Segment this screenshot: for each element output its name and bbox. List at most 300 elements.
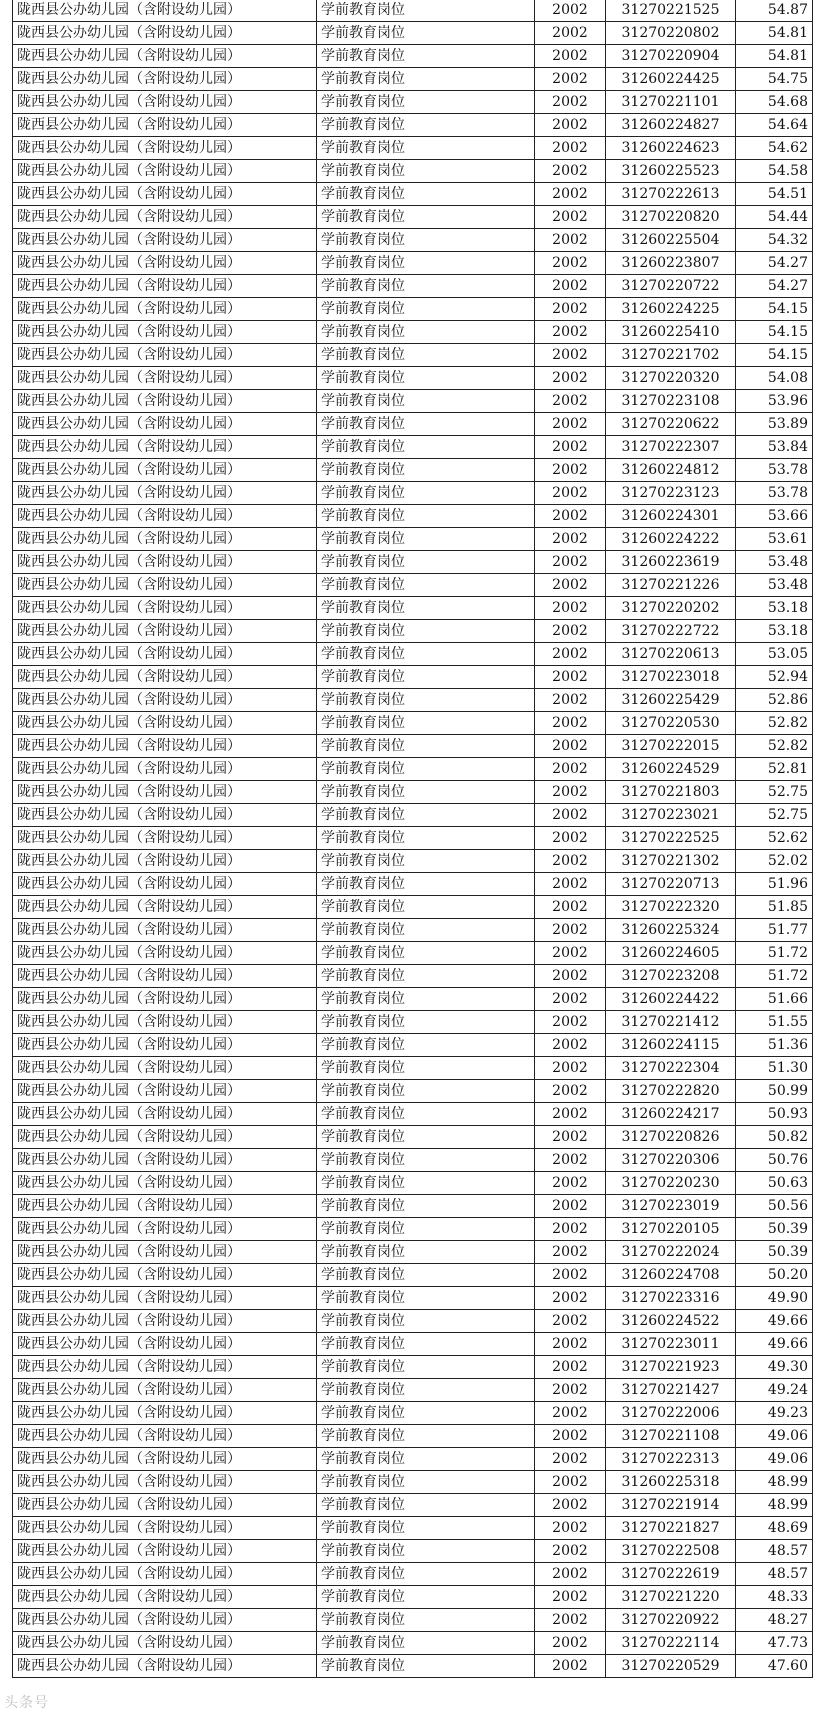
score-table [12, 0, 813, 1678]
exam-number-cell: 31260225504 [606, 229, 736, 252]
score-cell: 54.15 [736, 321, 813, 344]
post-cell: 学前教育岗位 [317, 344, 535, 367]
table-row [13, 1172, 813, 1195]
post-cell: 学前教育岗位 [317, 413, 535, 436]
unit-cell: 陇西县公办幼儿园（含附设幼儿园） [13, 597, 317, 620]
post-cell: 学前教育岗位 [317, 1034, 535, 1057]
score-cell: 53.84 [736, 436, 813, 459]
post-code-cell: 2002 [535, 528, 606, 551]
table-row [13, 1149, 813, 1172]
unit-cell: 陇西县公办幼儿园（含附设幼儿园） [13, 298, 317, 321]
score-cell: 53.05 [736, 643, 813, 666]
score-cell: 54.15 [736, 344, 813, 367]
table-row [13, 68, 813, 91]
post-code-cell: 2002 [535, 275, 606, 298]
post-code-cell: 2002 [535, 321, 606, 344]
post-code-cell: 2002 [535, 965, 606, 988]
unit-cell: 陇西县公办幼儿园（含附设幼儿园） [13, 1149, 317, 1172]
post-code-cell: 2002 [535, 1425, 606, 1448]
table-row [13, 114, 813, 137]
post-code-cell: 2002 [535, 643, 606, 666]
exam-number-cell: 31270221827 [606, 1517, 736, 1540]
post-code-cell: 2002 [535, 229, 606, 252]
table-row [13, 1494, 813, 1517]
table-row [13, 1034, 813, 1057]
exam-number-cell: 31270220922 [606, 1609, 736, 1632]
post-code-cell: 2002 [535, 942, 606, 965]
post-cell: 学前教育岗位 [317, 735, 535, 758]
post-cell: 学前教育岗位 [317, 1425, 535, 1448]
unit-cell: 陇西县公办幼儿园（含附设幼儿园） [13, 1333, 317, 1356]
post-cell: 学前教育岗位 [317, 114, 535, 137]
exam-number-cell: 31270222024 [606, 1241, 736, 1264]
exam-number-cell: 31270220306 [606, 1149, 736, 1172]
score-cell: 52.82 [736, 712, 813, 735]
table-row [13, 804, 813, 827]
post-cell: 学前教育岗位 [317, 1402, 535, 1425]
post-cell: 学前教育岗位 [317, 1517, 535, 1540]
exam-number-cell: 31270220230 [606, 1172, 736, 1195]
post-code-cell: 2002 [535, 666, 606, 689]
score-cell: 54.27 [736, 252, 813, 275]
post-code-cell: 2002 [535, 781, 606, 804]
post-cell: 学前教育岗位 [317, 1149, 535, 1172]
score-table-body [13, 0, 813, 1678]
post-code-cell: 2002 [535, 1310, 606, 1333]
exam-number-cell: 31260223807 [606, 252, 736, 275]
score-cell: 51.72 [736, 942, 813, 965]
unit-cell: 陇西县公办幼儿园（含附设幼儿园） [13, 91, 317, 114]
score-cell: 53.18 [736, 597, 813, 620]
unit-cell: 陇西县公办幼儿园（含附设幼儿园） [13, 1103, 317, 1126]
exam-number-cell: 31270220529 [606, 1655, 736, 1678]
exam-number-cell: 31260224605 [606, 942, 736, 965]
post-cell: 学前教育岗位 [317, 1632, 535, 1655]
score-cell: 52.81 [736, 758, 813, 781]
post-cell: 学前教育岗位 [317, 229, 535, 252]
exam-number-cell: 31270222320 [606, 896, 736, 919]
post-code-cell: 2002 [535, 758, 606, 781]
post-code-cell: 2002 [535, 827, 606, 850]
post-code-cell: 2002 [535, 505, 606, 528]
exam-number-cell: 31270221226 [606, 574, 736, 597]
score-cell: 51.77 [736, 919, 813, 942]
post-cell: 学前教育岗位 [317, 367, 535, 390]
post-code-cell: 2002 [535, 735, 606, 758]
post-cell: 学前教育岗位 [317, 275, 535, 298]
table-row [13, 1241, 813, 1264]
score-cell: 54.58 [736, 160, 813, 183]
score-cell: 48.69 [736, 1517, 813, 1540]
post-code-cell: 2002 [535, 252, 606, 275]
exam-number-cell: 31270222820 [606, 1080, 736, 1103]
post-code-cell: 2002 [535, 1632, 606, 1655]
table-row [13, 666, 813, 689]
unit-cell: 陇西县公办幼儿园（含附设幼儿园） [13, 505, 317, 528]
post-code-cell: 2002 [535, 367, 606, 390]
post-code-cell: 2002 [535, 206, 606, 229]
post-cell: 学前教育岗位 [317, 758, 535, 781]
post-code-cell: 2002 [535, 896, 606, 919]
post-code-cell: 2002 [535, 22, 606, 45]
post-code-cell: 2002 [535, 804, 606, 827]
score-cell: 52.82 [736, 735, 813, 758]
exam-number-cell: 31260224217 [606, 1103, 736, 1126]
post-code-cell: 2002 [535, 574, 606, 597]
unit-cell: 陇西县公办幼儿园（含附设幼儿园） [13, 735, 317, 758]
unit-cell: 陇西县公办幼儿园（含附设幼儿园） [13, 781, 317, 804]
table-row [13, 827, 813, 850]
table-row [13, 0, 813, 22]
score-cell: 51.55 [736, 1011, 813, 1034]
post-cell: 学前教育岗位 [317, 1218, 535, 1241]
unit-cell: 陇西县公办幼儿园（含附设幼儿园） [13, 1172, 317, 1195]
post-code-cell: 2002 [535, 597, 606, 620]
table-row [13, 1264, 813, 1287]
exam-number-cell: 31270221803 [606, 781, 736, 804]
post-cell: 学前教育岗位 [317, 1609, 535, 1632]
score-cell: 51.85 [736, 896, 813, 919]
table-row [13, 643, 813, 666]
score-cell: 49.24 [736, 1379, 813, 1402]
post-code-cell: 2002 [535, 919, 606, 942]
score-cell: 53.61 [736, 528, 813, 551]
score-cell: 49.30 [736, 1356, 813, 1379]
score-cell: 54.87 [736, 0, 813, 22]
unit-cell: 陇西县公办幼儿园（含附设幼儿园） [13, 574, 317, 597]
post-cell: 学前教育岗位 [317, 965, 535, 988]
unit-cell: 陇西县公办幼儿园（含附设幼儿园） [13, 229, 317, 252]
post-code-cell: 2002 [535, 1241, 606, 1264]
post-cell: 学前教育岗位 [317, 1540, 535, 1563]
post-cell: 学前教育岗位 [317, 206, 535, 229]
unit-cell: 陇西县公办幼儿园（含附设幼儿园） [13, 666, 317, 689]
table-row [13, 1310, 813, 1333]
table-row [13, 942, 813, 965]
unit-cell: 陇西县公办幼儿园（含附设幼儿园） [13, 804, 317, 827]
exam-number-cell: 31270223316 [606, 1287, 736, 1310]
unit-cell: 陇西县公办幼儿园（含附设幼儿园） [13, 0, 317, 22]
exam-number-cell: 31270223021 [606, 804, 736, 827]
post-cell: 学前教育岗位 [317, 1264, 535, 1287]
exam-number-cell: 31260224422 [606, 988, 736, 1011]
exam-number-cell: 31270223011 [606, 1333, 736, 1356]
unit-cell: 陇西县公办幼儿园（含附设幼儿园） [13, 160, 317, 183]
exam-number-cell: 31270222307 [606, 436, 736, 459]
table-row [13, 1011, 813, 1034]
exam-number-cell: 31270222508 [606, 1540, 736, 1563]
table-row [13, 482, 813, 505]
table-row [13, 22, 813, 45]
post-cell: 学前教育岗位 [317, 1126, 535, 1149]
score-cell: 50.39 [736, 1218, 813, 1241]
table-row [13, 1356, 813, 1379]
score-cell: 53.78 [736, 459, 813, 482]
exam-number-cell: 31260225429 [606, 689, 736, 712]
post-code-cell: 2002 [535, 1356, 606, 1379]
score-cell: 51.96 [736, 873, 813, 896]
exam-number-cell: 31270222304 [606, 1057, 736, 1080]
post-cell: 学前教育岗位 [317, 45, 535, 68]
table-row [13, 1379, 813, 1402]
watermark: 头条号 [4, 1695, 49, 1711]
score-cell: 54.08 [736, 367, 813, 390]
post-cell: 学前教育岗位 [317, 1448, 535, 1471]
exam-number-cell: 31260225523 [606, 160, 736, 183]
post-cell: 学前教育岗位 [317, 643, 535, 666]
post-code-cell: 2002 [535, 1264, 606, 1287]
post-code-cell: 2002 [535, 850, 606, 873]
post-cell: 学前教育岗位 [317, 298, 535, 321]
table-row [13, 1448, 813, 1471]
post-cell: 学前教育岗位 [317, 0, 535, 22]
table-row [13, 919, 813, 942]
table-row [13, 1563, 813, 1586]
unit-cell: 陇西县公办幼儿园（含附设幼儿园） [13, 896, 317, 919]
post-code-cell: 2002 [535, 1540, 606, 1563]
post-cell: 学前教育岗位 [317, 459, 535, 482]
post-code-cell: 2002 [535, 1471, 606, 1494]
table-row [13, 1471, 813, 1494]
post-cell: 学前教育岗位 [317, 827, 535, 850]
table-row [13, 367, 813, 390]
post-code-cell: 2002 [535, 1287, 606, 1310]
unit-cell: 陇西县公办幼儿园（含附设幼儿园） [13, 1609, 317, 1632]
post-code-cell: 2002 [535, 298, 606, 321]
unit-cell: 陇西县公办幼儿园（含附设幼儿园） [13, 942, 317, 965]
post-cell: 学前教育岗位 [317, 988, 535, 1011]
table-row [13, 1425, 813, 1448]
unit-cell: 陇西县公办幼儿园（含附设幼儿园） [13, 643, 317, 666]
post-code-cell: 2002 [535, 1517, 606, 1540]
unit-cell: 陇西县公办幼儿园（含附设幼儿园） [13, 1655, 317, 1678]
exam-number-cell: 31270220826 [606, 1126, 736, 1149]
exam-number-cell: 31260224425 [606, 68, 736, 91]
unit-cell: 陇西县公办幼儿园（含附设幼儿园） [13, 712, 317, 735]
post-cell: 学前教育岗位 [317, 390, 535, 413]
unit-cell: 陇西县公办幼儿园（含附设幼儿园） [13, 551, 317, 574]
post-cell: 学前教育岗位 [317, 22, 535, 45]
post-cell: 学前教育岗位 [317, 160, 535, 183]
unit-cell: 陇西县公办幼儿园（含附设幼儿园） [13, 1080, 317, 1103]
exam-number-cell: 31270220904 [606, 45, 736, 68]
unit-cell: 陇西县公办幼儿园（含附设幼儿园） [13, 252, 317, 275]
unit-cell: 陇西县公办幼儿园（含附设幼儿园） [13, 1586, 317, 1609]
exam-number-cell: 31270221427 [606, 1379, 736, 1402]
post-code-cell: 2002 [535, 1609, 606, 1632]
unit-cell: 陇西县公办幼儿园（含附设幼儿园） [13, 459, 317, 482]
exam-number-cell: 31270220622 [606, 413, 736, 436]
score-cell: 50.99 [736, 1080, 813, 1103]
table-row [13, 758, 813, 781]
post-code-cell: 2002 [535, 1563, 606, 1586]
unit-cell: 陇西县公办幼儿园（含附设幼儿园） [13, 183, 317, 206]
unit-cell: 陇西县公办幼儿园（含附设幼儿园） [13, 1632, 317, 1655]
exam-number-cell: 31270221702 [606, 344, 736, 367]
table-row [13, 896, 813, 919]
post-cell: 学前教育岗位 [317, 873, 535, 896]
score-cell: 54.62 [736, 137, 813, 160]
exam-number-cell: 31270220105 [606, 1218, 736, 1241]
unit-cell: 陇西县公办幼儿园（含附设幼儿园） [13, 1011, 317, 1034]
unit-cell: 陇西县公办幼儿园（含附设幼儿园） [13, 1471, 317, 1494]
unit-cell: 陇西县公办幼儿园（含附设幼儿园） [13, 919, 317, 942]
post-cell: 学前教育岗位 [317, 689, 535, 712]
exam-number-cell: 31260224529 [606, 758, 736, 781]
unit-cell: 陇西县公办幼儿园（含附设幼儿园） [13, 1264, 317, 1287]
score-cell: 52.75 [736, 781, 813, 804]
post-cell: 学前教育岗位 [317, 1586, 535, 1609]
post-cell: 学前教育岗位 [317, 137, 535, 160]
post-code-cell: 2002 [535, 1333, 606, 1356]
table-row [13, 298, 813, 321]
score-cell: 54.51 [736, 183, 813, 206]
post-cell: 学前教育岗位 [317, 620, 535, 643]
unit-cell: 陇西县公办幼儿园（含附设幼儿园） [13, 1563, 317, 1586]
score-cell: 47.60 [736, 1655, 813, 1678]
post-code-cell: 2002 [535, 1149, 606, 1172]
table-row [13, 620, 813, 643]
post-cell: 学前教育岗位 [317, 1057, 535, 1080]
exam-number-cell: 31270220820 [606, 206, 736, 229]
post-code-cell: 2002 [535, 45, 606, 68]
score-cell: 49.23 [736, 1402, 813, 1425]
unit-cell: 陇西县公办幼儿园（含附设幼儿园） [13, 1057, 317, 1080]
post-cell: 学前教育岗位 [317, 1287, 535, 1310]
score-cell: 51.36 [736, 1034, 813, 1057]
score-cell: 49.66 [736, 1310, 813, 1333]
post-code-cell: 2002 [535, 482, 606, 505]
score-cell: 50.56 [736, 1195, 813, 1218]
post-cell: 学前教育岗位 [317, 1655, 535, 1678]
post-code-cell: 2002 [535, 390, 606, 413]
exam-number-cell: 31270222613 [606, 183, 736, 206]
post-code-cell: 2002 [535, 1011, 606, 1034]
score-cell: 51.66 [736, 988, 813, 1011]
exam-number-cell: 31270221914 [606, 1494, 736, 1517]
post-cell: 学前教育岗位 [317, 781, 535, 804]
score-cell: 48.57 [736, 1540, 813, 1563]
score-cell: 50.20 [736, 1264, 813, 1287]
unit-cell: 陇西县公办幼儿园（含附设幼儿园） [13, 1356, 317, 1379]
score-cell: 53.48 [736, 551, 813, 574]
exam-number-cell: 31270223019 [606, 1195, 736, 1218]
score-cell: 54.44 [736, 206, 813, 229]
table-row [13, 1126, 813, 1149]
table-row [13, 551, 813, 574]
post-code-cell: 2002 [535, 91, 606, 114]
table-row [13, 45, 813, 68]
unit-cell: 陇西县公办幼儿园（含附设幼儿园） [13, 620, 317, 643]
table-row [13, 160, 813, 183]
exam-number-cell: 31270223123 [606, 482, 736, 505]
unit-cell: 陇西县公办幼儿园（含附设幼儿园） [13, 1540, 317, 1563]
post-code-cell: 2002 [535, 183, 606, 206]
unit-cell: 陇西县公办幼儿园（含附设幼儿园） [13, 850, 317, 873]
post-cell: 学前教育岗位 [317, 505, 535, 528]
exam-number-cell: 31260225324 [606, 919, 736, 942]
table-row [13, 1218, 813, 1241]
post-code-cell: 2002 [535, 1034, 606, 1057]
unit-cell: 陇西县公办幼儿园（含附设幼儿园） [13, 988, 317, 1011]
score-cell: 53.18 [736, 620, 813, 643]
table-row [13, 344, 813, 367]
unit-cell: 陇西县公办幼儿园（含附设幼儿园） [13, 275, 317, 298]
table-row [13, 91, 813, 114]
table-row [13, 1103, 813, 1126]
table-row [13, 1655, 813, 1678]
exam-number-cell: 31270222114 [606, 1632, 736, 1655]
post-code-cell: 2002 [535, 0, 606, 22]
post-cell: 学前教育岗位 [317, 1011, 535, 1034]
unit-cell: 陇西县公办幼儿园（含附设幼儿园） [13, 1402, 317, 1425]
score-cell: 54.81 [736, 45, 813, 68]
post-cell: 学前教育岗位 [317, 1195, 535, 1218]
exam-number-cell: 31260224225 [606, 298, 736, 321]
score-cell: 52.02 [736, 850, 813, 873]
table-row [13, 850, 813, 873]
unit-cell: 陇西县公办幼儿园（含附设幼儿园） [13, 114, 317, 137]
post-code-cell: 2002 [535, 1172, 606, 1195]
post-cell: 学前教育岗位 [317, 252, 535, 275]
unit-cell: 陇西县公办幼儿园（含附设幼儿园） [13, 1195, 317, 1218]
table-row [13, 574, 813, 597]
post-code-cell: 2002 [535, 551, 606, 574]
score-cell: 48.27 [736, 1609, 813, 1632]
unit-cell: 陇西县公办幼儿园（含附设幼儿园） [13, 1241, 317, 1264]
unit-cell: 陇西县公办幼儿园（含附设幼儿园） [13, 436, 317, 459]
unit-cell: 陇西县公办幼儿园（含附设幼儿园） [13, 1425, 317, 1448]
unit-cell: 陇西县公办幼儿园（含附设幼儿园） [13, 965, 317, 988]
exam-number-cell: 31270220320 [606, 367, 736, 390]
unit-cell: 陇西县公办幼儿园（含附设幼儿园） [13, 528, 317, 551]
score-cell: 50.93 [736, 1103, 813, 1126]
post-cell: 学前教育岗位 [317, 1080, 535, 1103]
table-row [13, 252, 813, 275]
post-code-cell: 2002 [535, 1218, 606, 1241]
score-cell: 54.32 [736, 229, 813, 252]
exam-number-cell: 31270222619 [606, 1563, 736, 1586]
unit-cell: 陇西县公办幼儿园（含附设幼儿园） [13, 873, 317, 896]
score-cell: 54.81 [736, 22, 813, 45]
exam-number-cell: 31260224812 [606, 459, 736, 482]
table-row [13, 1057, 813, 1080]
exam-number-cell: 31270221108 [606, 1425, 736, 1448]
score-cell: 48.33 [736, 1586, 813, 1609]
exam-number-cell: 31260223619 [606, 551, 736, 574]
post-cell: 学前教育岗位 [317, 712, 535, 735]
unit-cell: 陇西县公办幼儿园（含附设幼儿园） [13, 1310, 317, 1333]
score-cell: 53.48 [736, 574, 813, 597]
post-code-cell: 2002 [535, 160, 606, 183]
table-row [13, 206, 813, 229]
unit-cell: 陇西县公办幼儿园（含附设幼儿园） [13, 827, 317, 850]
exam-number-cell: 31270223018 [606, 666, 736, 689]
unit-cell: 陇西县公办幼儿园（含附设幼儿园） [13, 390, 317, 413]
unit-cell: 陇西县公办幼儿园（含附设幼儿园） [13, 206, 317, 229]
post-cell: 学前教育岗位 [317, 91, 535, 114]
table-row [13, 1517, 813, 1540]
table-row [13, 321, 813, 344]
post-code-cell: 2002 [535, 988, 606, 1011]
score-cell: 52.94 [736, 666, 813, 689]
post-cell: 学前教育岗位 [317, 528, 535, 551]
table-row [13, 781, 813, 804]
table-row [13, 459, 813, 482]
table-row [13, 988, 813, 1011]
exam-number-cell: 31270221923 [606, 1356, 736, 1379]
score-cell: 52.62 [736, 827, 813, 850]
